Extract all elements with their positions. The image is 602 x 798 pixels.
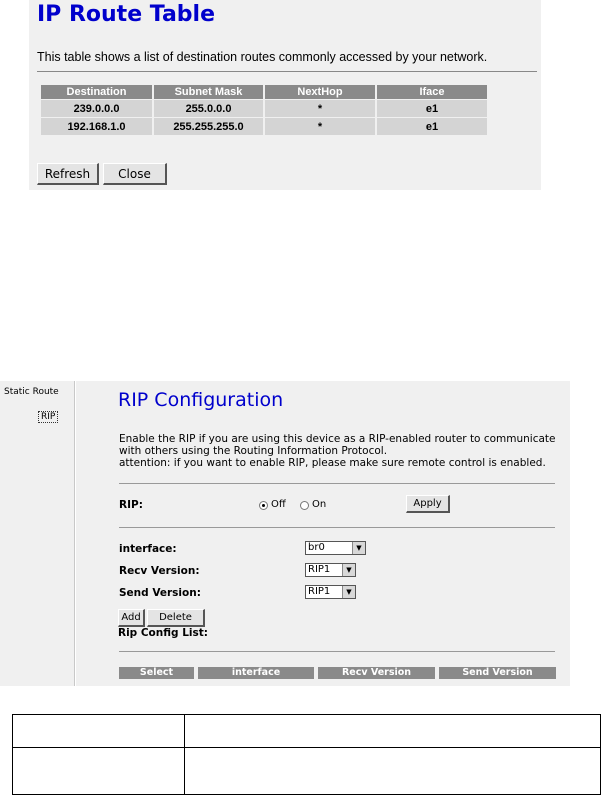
- column-header-destination: Destination: [41, 85, 152, 99]
- cell-nexthop: *: [265, 118, 375, 135]
- rip-off-radio[interactable]: [259, 501, 268, 510]
- rip-off-label: Off: [271, 499, 286, 510]
- divider: [119, 651, 555, 652]
- interface-select[interactable]: [305, 541, 366, 555]
- recv-version-label: Recv Version:: [119, 565, 200, 577]
- description-line: attention: if you want to enable RIP, please make sure remote control is enabled.: [119, 457, 546, 469]
- sidebar-item-rip[interactable]: RIP: [38, 411, 58, 423]
- description-line: with others using the Routing Information Protocol.: [119, 445, 388, 457]
- list-header-interface: interface: [198, 667, 314, 679]
- list-header-recv-version: Recv Version: [318, 667, 435, 679]
- cell-iface: e1: [377, 118, 487, 135]
- table-header-row: [41, 85, 487, 99]
- chevron-down-icon: ▼: [342, 586, 355, 598]
- send-version-value: RIP1: [308, 586, 331, 597]
- ip-route-table-panel: [29, 0, 541, 190]
- close-button[interactable]: Close: [103, 163, 167, 185]
- column-header-iface: Iface: [377, 85, 487, 99]
- table-cell: [185, 715, 601, 748]
- table-row: [13, 748, 601, 795]
- table-row: [41, 100, 487, 117]
- rip-description: [119, 433, 559, 469]
- divider: [119, 483, 555, 484]
- add-button[interactable]: Add: [118, 609, 145, 627]
- rip-on-label: On: [312, 499, 327, 510]
- list-header-send-version: Send Version: [439, 667, 556, 679]
- list-header-select: Select: [119, 667, 194, 679]
- cell-destination: 239.0.0.0: [41, 100, 152, 117]
- table-row: [41, 118, 487, 135]
- divider: [37, 71, 537, 72]
- cell-subnet-mask: 255.255.255.0: [154, 118, 263, 135]
- cell-destination: 192.168.1.0: [41, 118, 152, 135]
- page-title: IP Route Table: [37, 2, 216, 27]
- recv-version-select[interactable]: [305, 563, 356, 577]
- cell-iface: e1: [377, 100, 487, 117]
- table-cell: [13, 715, 185, 748]
- sidebar-item-static-route[interactable]: Static Route: [4, 387, 59, 397]
- chevron-down-icon: ▼: [352, 542, 365, 554]
- page-title: RIP Configuration: [118, 389, 284, 411]
- apply-button[interactable]: Apply: [406, 495, 450, 513]
- refresh-button[interactable]: Refresh: [37, 163, 99, 185]
- interface-value: br0: [308, 542, 325, 553]
- rip-main-panel: [76, 381, 570, 686]
- cell-nexthop: *: [265, 100, 375, 117]
- cell-subnet-mask: 255.0.0.0: [154, 100, 263, 117]
- column-header-subnet-mask: Subnet Mask: [154, 85, 263, 99]
- send-version-label: Send Version:: [119, 587, 201, 599]
- divider: [119, 527, 555, 528]
- recv-version-value: RIP1: [308, 564, 331, 575]
- table-cell: [185, 748, 601, 795]
- parameter-table: [12, 714, 601, 795]
- route-description: This table shows a list of destination routes commonly accessed by your network.: [37, 50, 488, 64]
- delete-button[interactable]: Delete: [147, 609, 205, 627]
- table-cell: [13, 748, 185, 795]
- table-header-row: [13, 715, 601, 748]
- rip-label: RIP:: [119, 499, 143, 511]
- rip-config-list-title: Rip Config List:: [118, 627, 208, 639]
- send-version-select[interactable]: [305, 585, 356, 599]
- route-table: [39, 84, 489, 136]
- rip-configuration-screen: [0, 381, 570, 686]
- description-line: Enable the RIP if you are using this device as a RIP-enabled router to communicate: [119, 433, 556, 445]
- sidebar: [0, 381, 75, 686]
- chevron-down-icon: ▼: [342, 564, 355, 576]
- rip-on-radio[interactable]: [300, 501, 309, 510]
- interface-label: interface:: [119, 543, 177, 555]
- column-header-nexthop: NextHop: [265, 85, 375, 99]
